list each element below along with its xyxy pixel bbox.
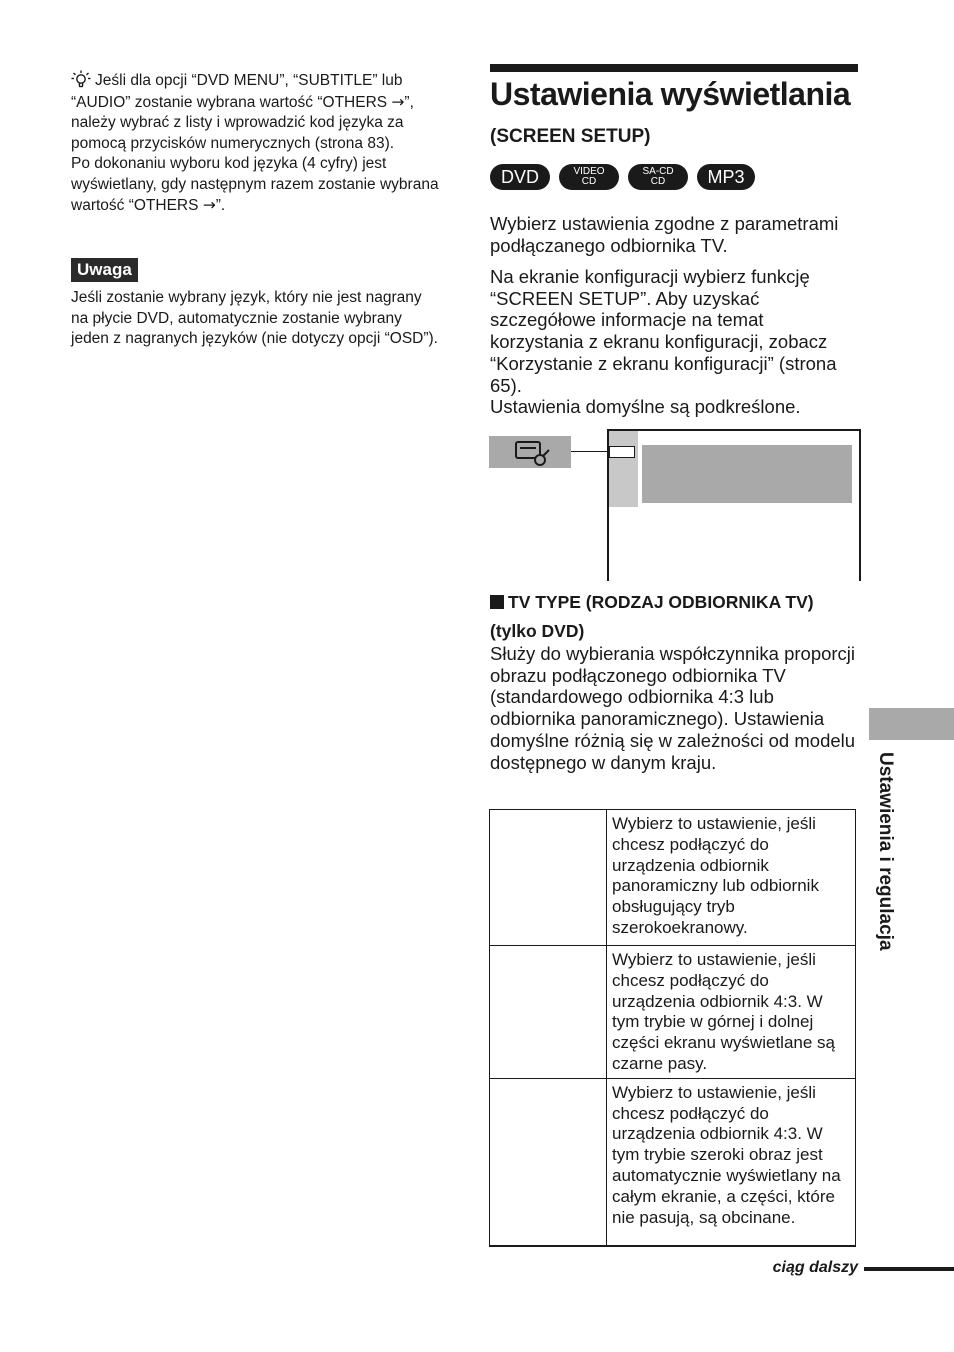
continued-label: ciąg dalszy — [772, 1259, 858, 1276]
tv-type-description: Służy do wybierania współczynnika proporcji obrazu podłączonego odbiornika TV (standardowego odbiornika 4:3 lub odbiornika panoramicznego). Ustawienia domyślne różnią się w zależności od modelu dostępnego w danym kraju. — [490, 643, 856, 773]
tv-type-options-table — [489, 809, 856, 1247]
tip-paragraph-1 — [71, 70, 441, 154]
table-row — [490, 810, 856, 946]
screen-setup-tab — [489, 436, 571, 468]
tip-text-1a: Jeśli dla opcji “DVD MENU”, “SUBTITLE” lub “AUDIO” zostanie wybrana wartość “OTHERS — [71, 72, 403, 111]
video-cd-badge-top: VIDEO — [573, 166, 605, 177]
lightbulb-icon — [71, 70, 91, 88]
connector-line — [571, 451, 609, 452]
tip-text-1b: ”, należy wybrać z listy i wprowadzić kod języka za pomocą przycisków numerycznych (strona 83). — [71, 93, 414, 152]
tip-paragraph-2 — [71, 154, 441, 217]
note-text: Jeśli zostanie wybrany język, który nie jest nagrany na płycie DVD, automatycznie zostanie wybrany jeden z nagranych języków (nie dotyczy opcji “OSD”). — [71, 289, 438, 347]
tip-block — [71, 70, 441, 217]
dvd-badge — [490, 164, 550, 190]
note-label: Uwaga — [71, 258, 138, 282]
video-cd-badge — [559, 164, 619, 190]
continued-bar — [864, 1267, 954, 1271]
arrow-right-icon: → — [202, 196, 216, 214]
mp3-badge — [697, 164, 755, 190]
intro-text: Na ekranie konfiguracji wybierz funkcję “SCREEN SETUP”. Aby uzyskać szczegółowe informacje na temat korzystania z ekranu konfiguracji, zobacz “Korzystanie z ekranu konfiguracji” (strona 65). — [490, 266, 837, 396]
sacd-badge-bottom: CD — [650, 176, 666, 187]
page-subtitle: (SCREEN SETUP) — [490, 126, 651, 147]
chapter-tab — [869, 708, 954, 740]
arrow-right-icon: → — [391, 92, 405, 111]
tv-type-heading-text: TV TYPE (RODZAJ ODBIORNIKA TV) — [508, 592, 814, 612]
intro-paragraph-1: Wybierz ustawienia zgodne z parametrami podłączanego odbiornika TV. — [490, 213, 839, 256]
title-rule — [490, 64, 858, 72]
mp3-badge-label: MP3 — [707, 167, 745, 187]
option-description-cell: Wybierz to ustawienie, jeśli chcesz podłączyć do urządzenia odbiornik 4:3. W tym trybie szeroki obraz jest automatycznie wyświetlany na całym ekranie, a części, które nie pasują, są obcinane. — [607, 1078, 856, 1246]
setup-screen-panel — [642, 445, 852, 503]
setup-screen-cursor — [609, 446, 635, 458]
defaults-note: Ustawienia domyślne są podkreślone. — [490, 396, 801, 418]
video-cd-badge-bottom: CD — [581, 176, 597, 187]
option-name-cell — [490, 810, 607, 946]
dvd-badge-label: DVD — [500, 167, 539, 187]
option-name-cell — [490, 946, 607, 1079]
tip-text-2a: Po dokonaniu wyboru kod języka (4 cyfry) jest wyświetlany, gdy następnym razem zostanie wybrana wartość “OTHERS — [71, 155, 439, 214]
chapter-label: Ustawienia i regulacja — [875, 752, 896, 951]
tip-text-2b: ”. — [215, 197, 226, 214]
table-row — [490, 1078, 856, 1246]
tv-type-scope: (tylko DVD) — [490, 621, 585, 641]
tv-type-heading — [490, 592, 814, 613]
sacd-badge — [628, 164, 688, 190]
option-description-cell: Wybierz to ustawienie, jeśli chcesz podłączyć do urządzenia odbiornik 4:3. W tym trybie w górnej i dolnej części ekranu wyświetlane są czarne pasy. — [607, 946, 856, 1079]
intro-paragraph-2 — [490, 266, 858, 418]
option-description-cell: Wybierz to ustawienie, jeśli chcesz podłączyć do urządzenia odbiornik panoramiczny lub odbiornik obsługujący tryb szerokoekranowy. — [607, 810, 856, 946]
setup-screen-sidebar — [609, 431, 638, 507]
sacd-badge-top: SA-CD — [642, 166, 674, 177]
page-title: Ustawienia wyświetlania — [490, 76, 851, 112]
option-name-cell — [490, 1078, 607, 1246]
screen-setup-icon — [489, 436, 571, 468]
table-row — [490, 946, 856, 1079]
square-bullet-icon — [490, 595, 504, 609]
